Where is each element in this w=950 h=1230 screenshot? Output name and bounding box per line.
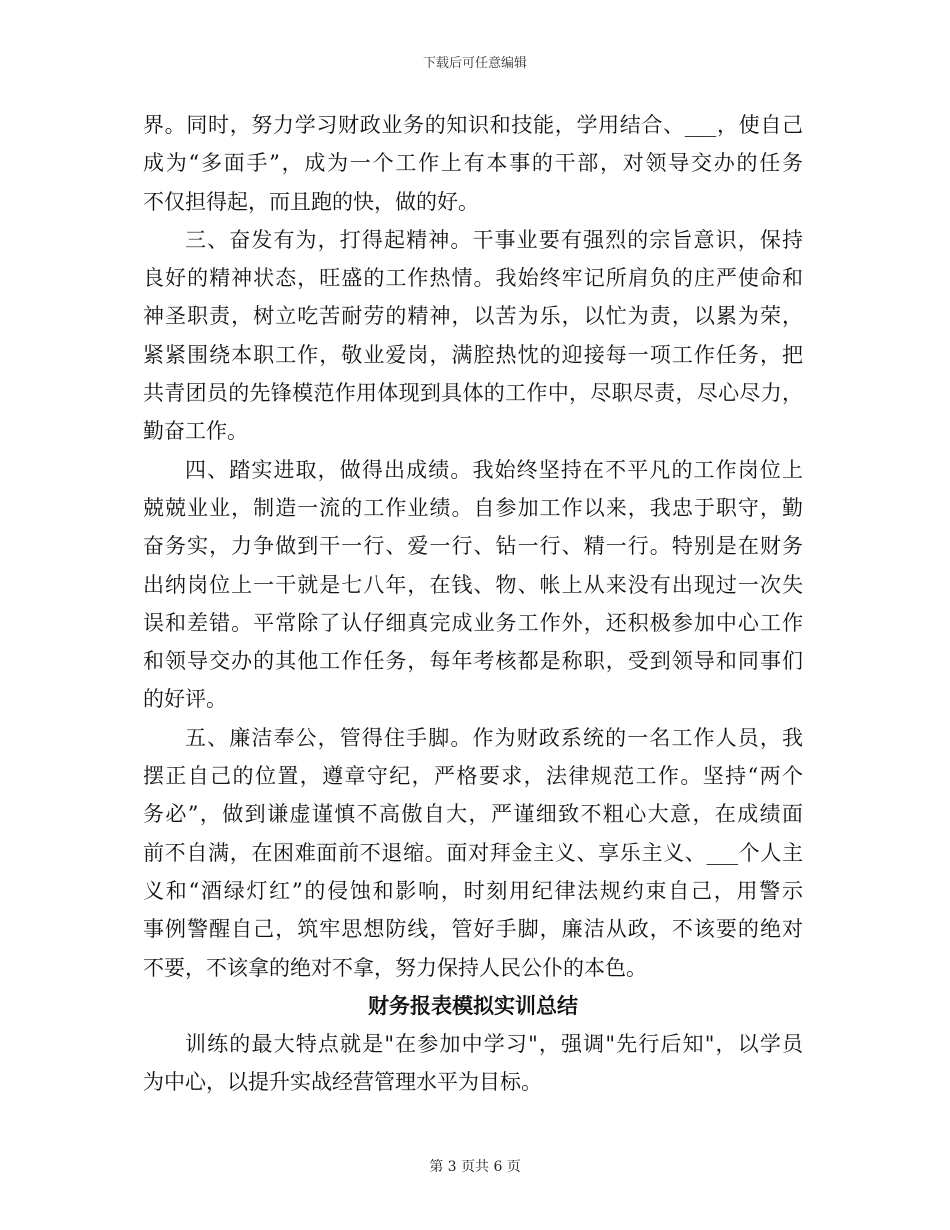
body-line: 界。同时，努力学习财政业务的知识和技能，学用结合、___，使自己 [143,113,803,137]
body-line: 事例警醒自己，筑牢思想防线，管好手脚，廉洁从政，不该要的绝对 [143,917,803,942]
body-line: 的好评。 [143,687,227,712]
body-line: 良好的精神状态，旺盛的工作热情。我始终牢记所肩负的庄严使命和 [143,266,803,291]
body-line: 出纳岗位上一干就是七八年，在钱、物、帐上从来没有出现过一次失 [143,572,803,597]
body-line: 勤奋工作。 [143,419,248,444]
body-line: 成为“多面手”，成为一个工作上有本事的干部，对领导交办的任务 [143,151,803,176]
page-header: 下载后可任意编辑 [422,56,527,71]
page-footer: 第 3 页共 6 页 [429,1159,521,1175]
paragraph-4-start: 四、踏实进取，做得出成绩。我始终坚持在不平凡的工作岗位上 [185,457,803,482]
paragraph-3-start: 三、奋发有为，打得起精神。干事业要有强烈的宗旨意识，保持 [185,227,803,252]
body-line: 为中心，以提升实战经营管理水平为目标。 [143,1070,542,1095]
document-body [143,106,803,1102]
body-line: 前不自满，在困难面前不退缩。面对拜金主义、享乐主义、___个人主 [143,840,803,865]
body-line: 共青团员的先锋模范作用体现到具体的工作中，尽职尽责，尽心尽力， [143,381,803,406]
section-title: 财务报表模拟实训总结 [368,992,578,1018]
body-line: 误和差错。平常除了认仔细真完成业务工作外，还积极参加中心工作 [143,610,803,635]
body-line: 不仅担得起，而且跑的快，做的好。 [143,189,479,214]
paragraph-start: 训练的最大特点就是"在参加中学习"，强调"先行后知"，以学员 [185,1032,803,1057]
body-line: 兢兢业业，制造一流的工作业绩。自参加工作以来，我忠于职守，勤 [143,495,803,520]
body-line: 摆正自己的位置，遵章守纪，严格要求，法律规范工作。坚持“两个 [143,764,803,789]
body-line: 义和“酒绿灯红”的侵蚀和影响，时刻用纪律法规约束自己，用警示 [143,878,803,903]
body-line: 神圣职责，树立吃苦耐劳的精神，以苦为乐，以忙为责，以累为荣， [143,304,803,329]
body-line: 奋务实，力争做到干一行、爱一行、钻一行、精一行。特别是在财务 [143,534,803,559]
paragraph-5-start: 五、廉洁奉公，管得住手脚。作为财政系统的一名工作人员，我 [185,725,803,750]
body-line: 紧紧围绕本职工作，敬业爱岗，满腔热忱的迎接每一项工作任务，把 [143,342,803,367]
body-line: 不要，不该拿的绝对不拿，努力保持人民公仆的本色。 [143,955,647,980]
body-line: 务必”，做到谦虚谨慎不高傲自大，严谨细致不粗心大意，在成绩面 [143,802,803,827]
body-line: 和领导交办的其他工作任务，每年考核都是称职，受到领导和同事们 [143,649,803,674]
